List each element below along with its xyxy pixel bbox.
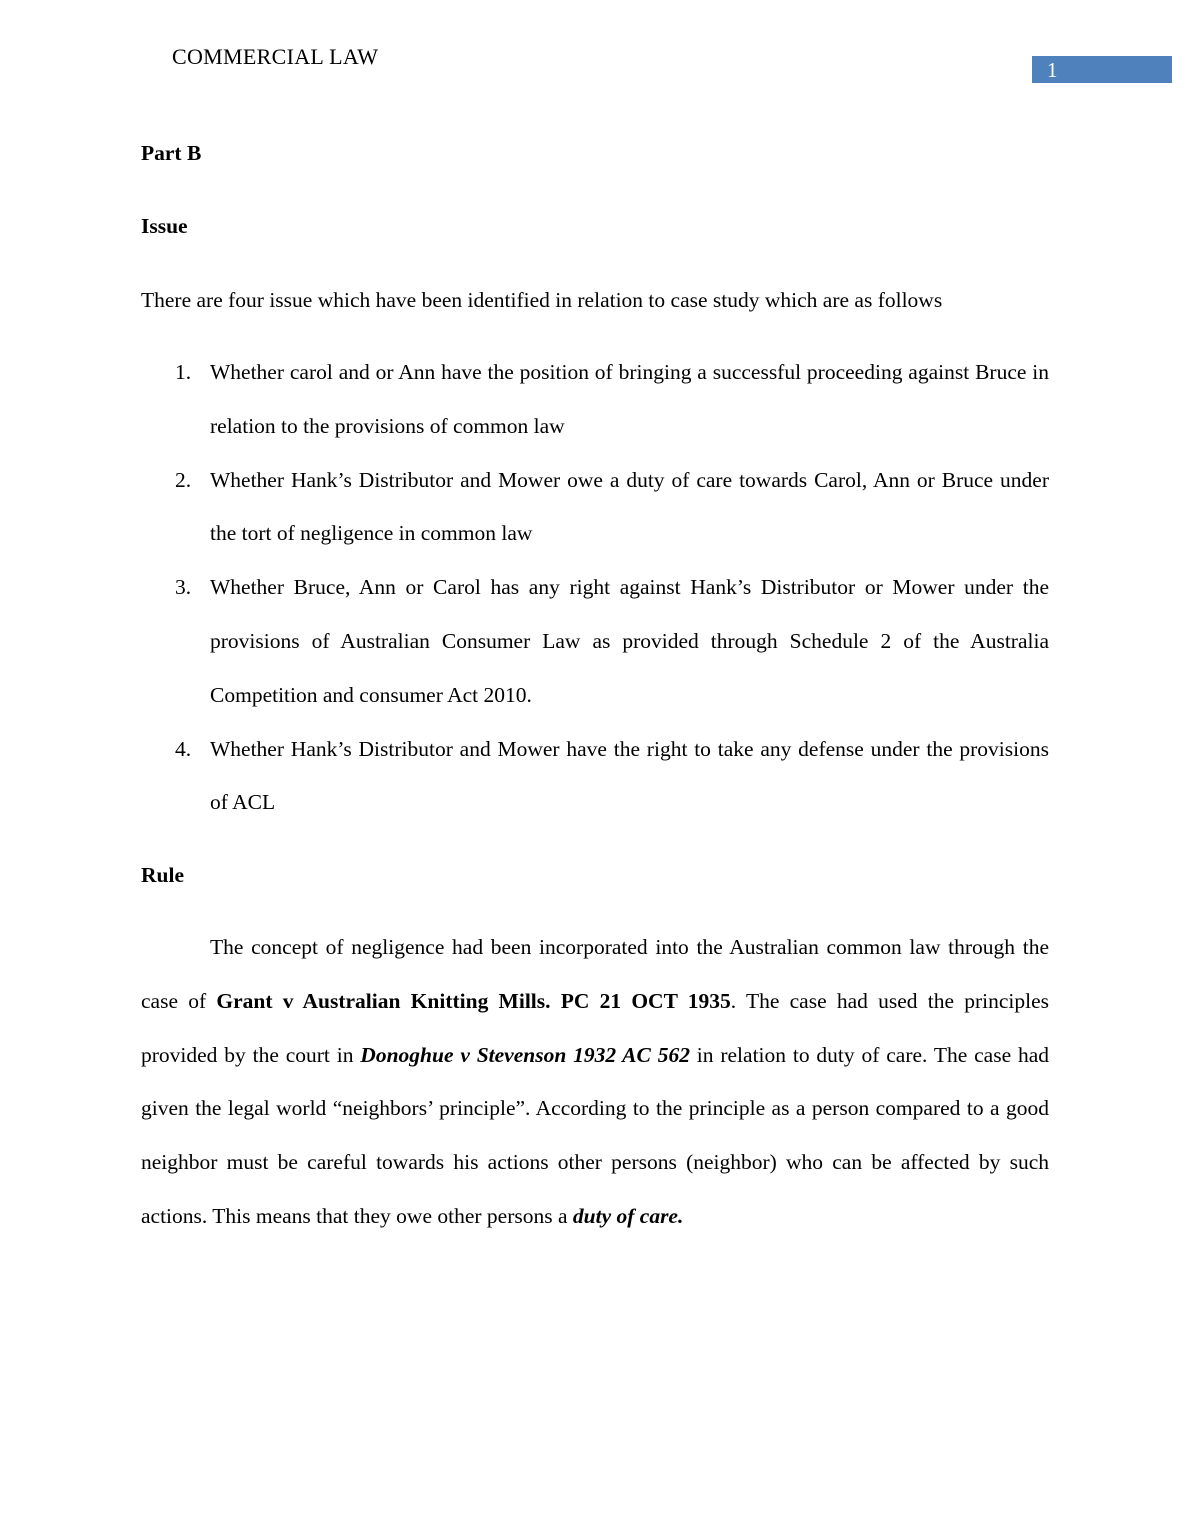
list-item-number: 3. — [175, 575, 192, 600]
list-item-number: 4. — [175, 736, 192, 761]
issue-list — [141, 346, 1049, 830]
rule-paragraph — [141, 921, 1049, 1244]
case-citation-donoghue: Donoghue v Stevenson 1932 AC 562 — [360, 1042, 690, 1067]
list-item — [141, 454, 1049, 562]
list-item-text: Whether carol and or Ann have the position of bringing a successful proceeding against Bruce in relation to the provisions of common law — [210, 360, 1049, 438]
duty-of-care-emphasis: duty of care. — [572, 1203, 684, 1228]
list-item-number: 1. — [175, 360, 192, 384]
header-title: COMMERCIAL LAW — [172, 44, 379, 69]
list-item — [141, 723, 1049, 831]
rule-text-2: . The case had used the principles provided by the court in — [141, 988, 1050, 1067]
list-item — [141, 346, 1049, 454]
rule-text-1: The concept of negligence had been incorporated into the Australian common law through the case of — [141, 935, 1049, 1013]
list-item — [141, 561, 1049, 722]
part-heading: Part B — [141, 141, 202, 165]
list-item-text: Whether Hank’s Distributor and Mower have the right to take any defense under the provisions of ACL — [210, 736, 1049, 815]
page-number-badge — [1032, 56, 1172, 83]
case-citation-grant: Grant v Australian Knitting Mills. PC 21 OCT 1935 — [216, 988, 731, 1013]
issue-intro: There are four issue which have been identified in relation to case study which are as follows — [141, 288, 943, 312]
rule-heading: Rule — [141, 863, 184, 887]
list-item-text: Whether Hank’s Distributor and Mower owe a duty of care towards Carol, Ann or Bruce under the tort of negligence in common law — [210, 467, 1049, 546]
issue-heading: Issue — [141, 214, 188, 238]
rule-text-3: in relation to duty of care. The case had given the legal world “neighbors’ principle”. According to the principle as a person compared to a good neighbor must be careful towards his actions other persons (neighbor) who can be affected by such actions. This means that they owe other persons a — [141, 1042, 1049, 1228]
list-item-text: Whether Bruce, Ann or Carol has any right against Hank’s Distributor or Mower under the provisions of Australian Consumer Law as provided through Schedule 2 of the Australia Competition and consumer Act 2010. — [210, 575, 1049, 707]
list-item-number: 2. — [175, 467, 192, 492]
page-number: 1 — [1047, 58, 1058, 82]
